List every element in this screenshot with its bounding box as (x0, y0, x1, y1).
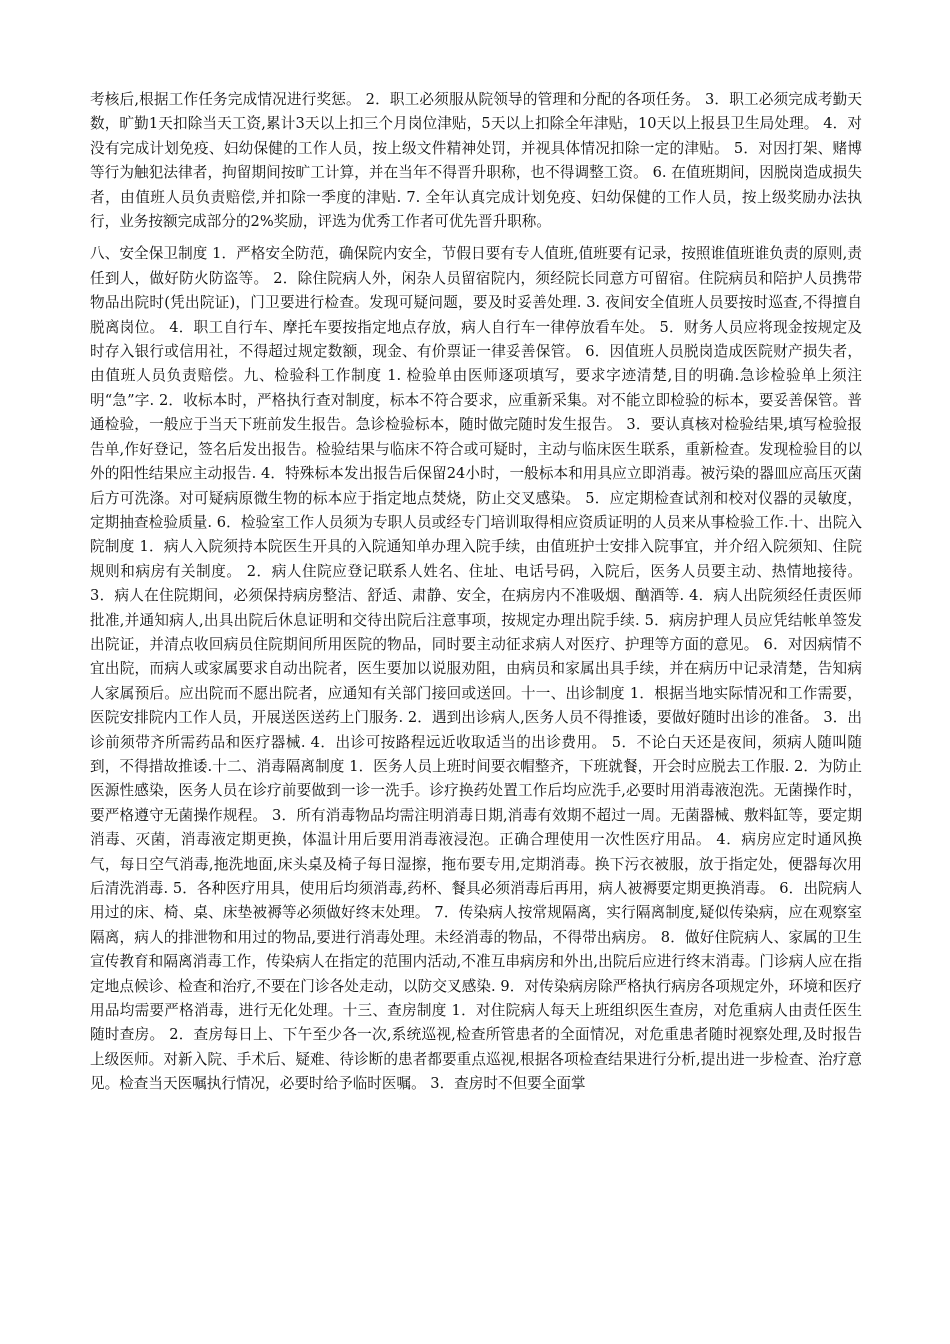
body-paragraph-2: 八、安全保卫制度 1．严格安全防范，确保院内安全，节假日要有专人值班,值班要有记录，按照谁值班谁负责的原则,责任到人，做好防火防盗等。 2．除住院病人外，闲杂人员留宿院内，须经院长同意方可留宿。住院病员和陪护人员携带物品出院时(凭出院证)，门卫要进行检查。发现可疑问题，要及时妥善处理. 3. 夜间安全值班人员要按时巡查,不得擅自脱离岗位。 4．职工自行车、摩托车要按指定地点存放，病人自行车一律停放看车处。 5．财务人员应将现金按规定及时存入银行或信用社，不得超过规定数额，现金、有价票证一律妥善保管。 6．因值班人员脱岗造成医院财产损失者，由值班人员负责赔偿。九、检验科工作制度 1. 检验单由医师逐项填写，要求字迹清楚,目的明确.急诊检验单上须注明“急”字. 2．收标本时，严格执行查对制度，标本不符合要求，应重新采集。对不能立即检验的标本，要妥善保管。普通检验，一般应于当天下班前发生报告。急诊检验标本，随时做完随时发生报告。 3．要认真核对检验结果,填写检验报告单,作好登记，签名后发出报告。检验结果与临床不符合或可疑时，主动与临床医生联系，重新检查。发现检验目的以外的阳性结果应主动报告. 4．特殊标本发出报告后保留24小时，一般标本和用具应立即消毒。被污染的器皿应高压灭菌后方可洗涤。对可疑病原微生物的标本应于指定地点焚烧，防止交叉感染。 5．应定期检查试剂和校对仪器的灵敏度，定期抽查检验质量. 6．检验室工作人员须为专职人员或经专门培训取得相应资质证明的人员来从事检验工作.十、出院入院制度 1．病人入院须持本院医生开具的入院通知单办理入院手续，由值班护士安排入院事宜，并介绍入院须知、住院规则和病房有关制度。 2．病人住院应登记联系人姓名、住址、电话号码，入院后，医务人员要主动、热情地接待。 3．病人在住院期间，必须保持病房整洁、舒适、肃静、安全，在病房内不准吸烟、酗酒等. 4．病人出院须经任责医师批准,并通知病人,出具出院后休息证明和交待出院后注意事项，按规定办理出院手续. 5．病房护理人员应凭结帐单签发出院证，并清点收回病员住院期间所用医院的物品，同时要主动征求病人对医疗、护理等方面的意见。 6．对因病情不宜出院，而病人或家属要求自动出院者，医生要加以说服劝阻，由病员和家属出具手续，并在病历中记录清楚，告知病人家属预后。应出院而不愿出院者，应通知有关部门接回或送回。十一、出诊制度 1．根据当地实际情况和工作需要，医院安排院内工作人员，开展送医送药上门服务. 2．遇到出诊病人,医务人员不得推诿，要做好随时出诊的准备。 3．出诊前须带齐所需药品和医疗器械. 4．出诊可按路程远近收取适当的出诊费用。 5．不论白天还是夜间，须病人随叫随到，不得措故推诿.十二、消毒隔离制度 1．医务人员上班时间要衣帽整齐，下班就餐，开会时应脱去工作服. 2．为防止医源性感染，医务人员在诊疗前要做到一诊一洗手。诊疗换药处置工作后均应洗手,必要时用消毒液泡洗。无菌操作时，要严格遵守无菌操作规程。 3．所有消毒物品均需注明消毒日期,消毒有效期不超过一周。无菌器械、敷料缸等，要定期消毒、灭菌，消毒液定期更换，体温计用后要用消毒液浸泡。正确合理使用一次性医疗用品。 4．病房应定时通风换气，每日空气消毒,拖洗地面,床头桌及椅子每日湿擦，拖布要专用,定期消毒。换下污衣被服，放于指定处，便器每次用后清洗消毒. 5．各种医疗用具，使用后均须消毒,药杯、餐具必须消毒后再用，病人被褥要定期更换消毒。 6．出院病人用过的床、椅、桌、床垫被褥等必须做好终末处理。 7．传染病人按常规隔离，实行隔离制度,疑似传染病，应在观察室隔离，病人的排泄物和用过的物品,要进行消毒处理。未经消毒的物品，不得带出病房。 8．做好住院病人、家属的卫生宣传教育和隔离消毒工作，传染病人在指定的范围内活动,不准互串病房和外出,出院后应进行终末消毒。门诊病人应在指定地点候诊、检查和治疗,不要在门诊各处走动，以防交叉感染. 9．对传染病房除严格执行病房各项规定外，环境和医疗用品均需要严格消毒，进行无化处理。十三、查房制度 1．对住院病人每天上班组织医生查房，对危重病人由责任医生随时查房。 2．查房每日上、下午至少各一次,系统巡视,检查所管患者的全面情况，对危重患者随时视察处理,及时报告上级医师。对新入院、手术后、疑难、待诊断的患者都要重点巡视,根据各项检查结果进行分析,提出进一步检查、治疗意见。检查当天医嘱执行情况，必要时给予临时医嘱。 3．查房时不但要全面掌 (90, 245, 862, 1093)
body-paragraph-1: 考核后,根据工作任务完成情况进行奖惩。 2．职工必须服从院领导的管理和分配的各项任务。 3．职工必须完成考勤天数，旷勤1天扣除当天工资,累计3天以上扣三个月岗位津贴，5天以上扣除全年津贴，10天以上报县卫生局处理。 4．对没有完成计划免疫、妇幼保健的工作人员，按上级文件精神处罚，并视具体情况扣除一定的津贴。 5．对因打架、赌博等行为触犯法律者，拘留期间按旷工计算，并在当年不得晋升职称，也不得调整工资。 6. 在值班期间，因脱岗造成损失者，由值班人员负责赔偿,并扣除一季度的津贴. 7. 全年认真完成计划免疫、妇幼保健的工作人员，按上级奖励办法执行，业务按额完成部分的2%奖励，评选为优秀工作者可优先晋升职称。 (90, 91, 862, 231)
document-page (90, 88, 862, 1097)
